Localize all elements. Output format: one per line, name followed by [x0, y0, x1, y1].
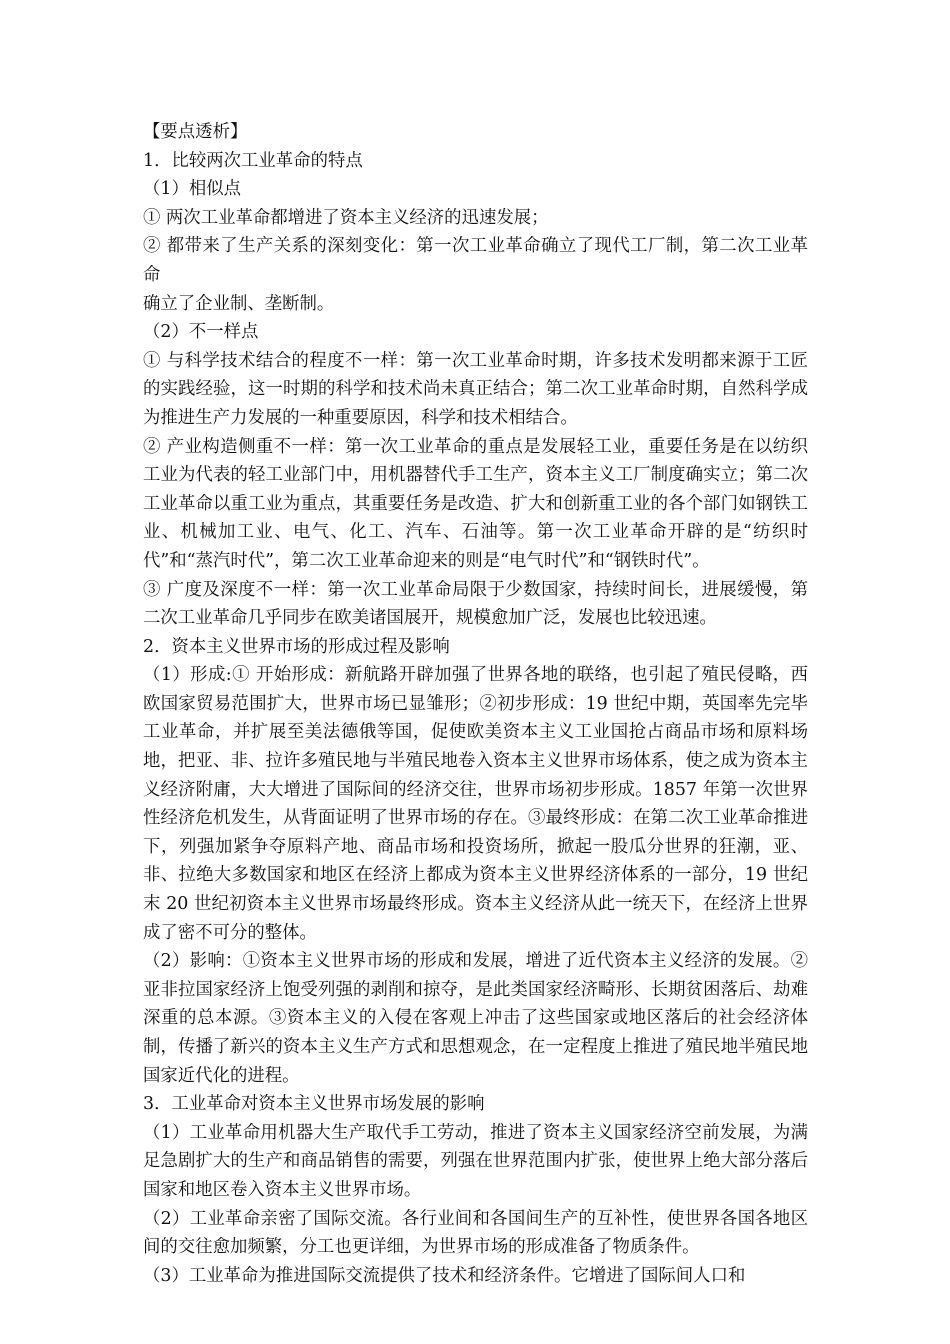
- subheading-1-1: （1）相似点: [143, 179, 242, 200]
- paragraph-1-2-1: ① 与科学技术结合的程度不一样：第一次工业革命时期，许多技术发明都来源于工匠的实践经验，这一时期的科学和技术尚未真正结合；第二次工业革命时期，自然科学成为推进生产力发展的一种重要原因，科学和技术相结合。: [143, 350, 808, 428]
- paragraph-1-1-1: ① 两次工业革命都增进了资本主义经济的迅速发展；: [143, 207, 549, 228]
- heading-1: 1．比较两次工业革命的特点: [143, 150, 363, 171]
- paragraph-2-1: （1）形成:① 开始形成：新航路开辟加强了世界各地的联络，也引起了殖民侵略，西欧国家贸易范围扩大，世界市场已显雏形；②初步形成：19 世纪中期，英国率先完毕工业革命，并扩展至美法德俄等国，促使欧美资本主义工业国抢占商品市场和原料场地，把亚、非、拉许多殖民地与半殖民地卷入资本主义世界市场体系，使之成为资本主义经济附庸，大大增进了国际间的经济交往，世界市场初步形成。1857 年第一次世界性经济危机发生，从背面证明了世界市场的存在。③最终形成：在第二次工业革命推进下，列强加紧争夺原料产地、商品市场和投资场所，掀起一股瓜分世界的狂潮，亚、非、拉绝大多数国家和地区在经济上都成为资本主义世界经济体系的一部分，19 世纪末 20 世纪初资本主义世界市场最终形成。资本主义经济从此一统天下，在经济上世界成了密不可分的整体。: [143, 665, 808, 943]
- paragraph-1-2-3: ③ 广度及深度不一样：第一次工业革命局限于少数国家，持续时间长，进展缓慢，第二次工业革命几乎同步在欧美诸国展开，规模愈加广泛，发展也比较迅速。: [143, 579, 808, 629]
- paragraph-3-2: （2）工业革命亲密了国际交流。各行业间和各国间生产的互补性，使世界各国各地区间的交往愈加频繁，分工也更详细，为世界市场的形成准备了物质条件。: [143, 1208, 808, 1258]
- paragraph-1-1-2-cont: 确立了企业制、垄断制。: [143, 293, 335, 314]
- section-heading: 【要点透析】: [143, 122, 248, 142]
- paragraph-2-2: （2）影响：①资本主义世界市场的形成和发展，增进了近代资本主义经济的发展。②亚非拉国家经济上饱受列强的剥削和掠夺，是此类国家经济畸形、长期贫困落后、劫难深重的总本源。③资本主义的入侵在客观上冲击了这些国家或地区落后的社会经济体制，传播了新兴的资本主义生产方式和思想观念，在一定程度上推进了殖民地半殖民地国家近代化的进程。: [143, 951, 808, 1086]
- heading-3: 3．工业革命对资本主义世界市场发展的影响: [143, 1094, 485, 1115]
- subheading-1-2: （2）不一样点: [143, 322, 259, 343]
- paragraph-1-1-2: ② 都带来了生产关系的深刻变化：第一次工业革命确立了现代工厂制，第二次工业革命: [143, 236, 808, 285]
- document-body: [143, 118, 808, 1290]
- paragraph-3-1: （1）工业革命用机器大生产取代手工劳动，推进了资本主义国家经济空前发展，为满足急剧扩大的生产和商品销售的需要，列强在世界范围内扩张，使世界上绝大部分落后国家和地区卷入资本主义世界市场。: [143, 1122, 808, 1200]
- paragraph-1-2-2: ② 产业构造侧重不一样：第一次工业革命的重点是发展轻工业，重要任务是在以纺织工业为代表的轻工业部门中，用机器替代手工生产，资本主义工厂制度确实立；第二次工业革命以重工业为重点，其重要任务是改造、扩大和创新重工业的各个部门如钢铁工业、机械加工业、电气、化工、汽车、石油等。第一次工业革命开辟的是“纺织时代”和“蒸汽时代”，第二次工业革命迎来的则是“电气时代”和“钢铁时代”。: [143, 436, 808, 571]
- heading-2: 2．资本主义世界市场的形成过程及影响: [143, 636, 450, 657]
- paragraph-3-3: （3）工业革命为推进国际交流提供了技术和经济条件。它增进了国际间人口和: [143, 1265, 746, 1286]
